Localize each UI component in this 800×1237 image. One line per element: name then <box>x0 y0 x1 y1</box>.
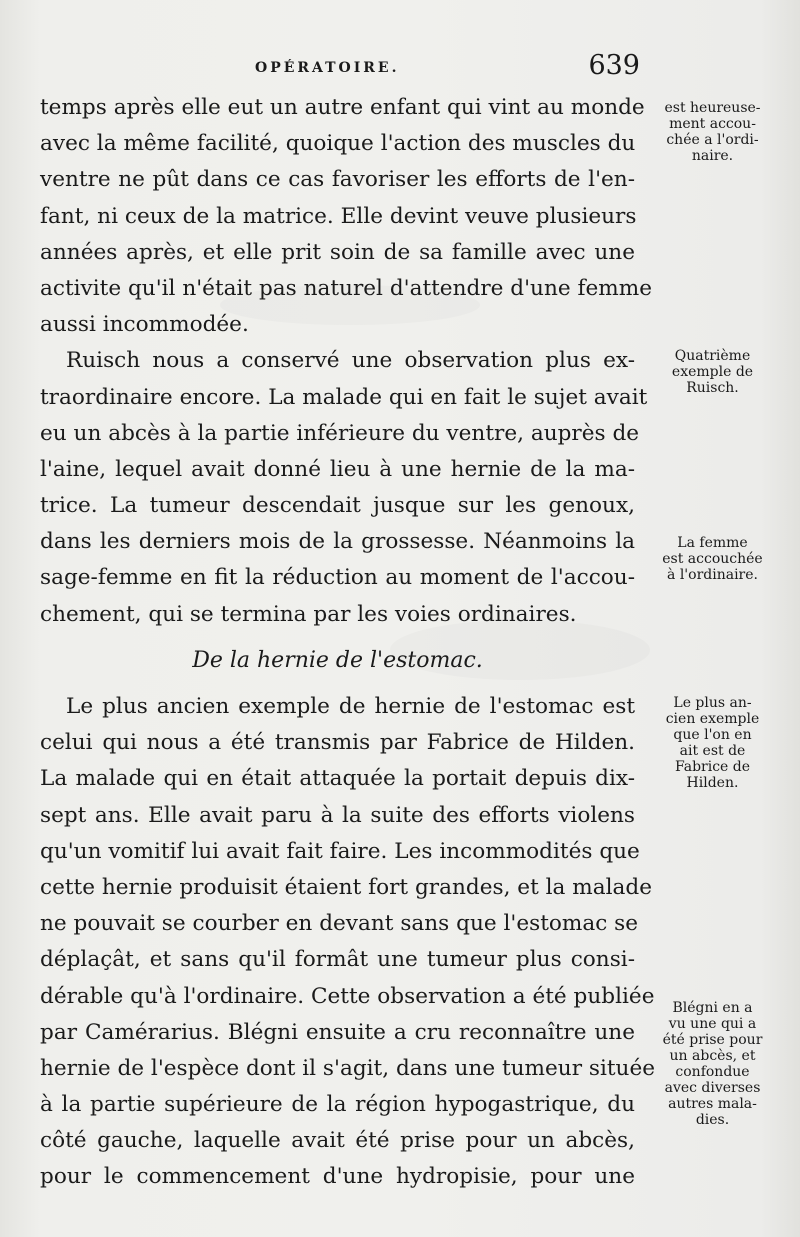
text-line: par Camérarius. Blégni ensuite a cru reconnaître une <box>40 1019 635 1045</box>
paragraph-2 <box>40 343 648 633</box>
margin-note: Blégni en a vu une qui a été prise pour un abcès, et confondue avec diverses autres mala- dies. <box>662 1000 763 1128</box>
main-text <box>40 90 656 1196</box>
paragraph-3 <box>40 689 656 1196</box>
margin-note: est heureuse- ment accou- chée a l'ordi- naire. <box>664 100 761 164</box>
text-line: ne pouvait se courber en devant sans que l'estomac se <box>40 911 639 937</box>
text-line: cette hernie produisit étaient fort grandes, et la malade <box>40 874 653 900</box>
text-line: avec la même facilité, quoique l'action des muscles du <box>40 131 636 157</box>
text-line: années après, et elle prit soin de sa famille avec une <box>40 239 635 265</box>
text-line: hernie de l'espèce dont il s'agit, dans une tumeur située <box>40 1055 656 1081</box>
text-line: dans les derniers mois de la grossesse. Néanmoins la <box>40 529 635 555</box>
section-heading: De la hernie de l'estomac. <box>192 647 483 673</box>
text-line: Le plus ancien exemple de hernie de l'estomac est <box>66 694 635 719</box>
text-line: sept ans. Elle avait paru à la suite des efforts violens <box>40 802 635 828</box>
text-line: sage-femme en fit la réduction au moment de l'accou- <box>40 565 635 591</box>
text-line: ventre ne pût dans ce cas favoriser les efforts de l'en- <box>40 167 635 193</box>
page-number: 639 <box>588 50 640 81</box>
running-header <box>40 50 640 90</box>
margin-note: La femme est accouchée à l'ordinaire. <box>662 535 763 583</box>
text-line: Ruisch nous a conservé une observation plus ex- <box>66 348 635 374</box>
text-line: dérable qu'à l'ordinaire. Cette observation a été publiée <box>40 983 655 1009</box>
text-line: activite qu'il n'était pas naturel d'attendre d'une femme <box>40 275 653 301</box>
margin-note: Le plus an- cien exemple que l'on en ait est de Fabrice de Hilden. <box>665 695 760 791</box>
text-line: celui qui nous a été transmis par Fabrice de Hilden. <box>40 730 635 756</box>
text-line: aussi incommodée. <box>40 312 249 338</box>
running-title: OPÉRATOIRE. <box>255 60 400 76</box>
text-line: déplaçât, et sans qu'il formât une tumeur plus consi- <box>40 947 635 973</box>
text-line: chement, qui se termina par les voies ordinaires. <box>40 601 577 627</box>
text-line: qu'un vomitif lui avait fait faire. Les incommodités que <box>40 838 640 864</box>
text-line: traordinaire encore. La malade qui en fait le sujet avait <box>40 384 648 410</box>
text-line: pour le commencement d'une hydropisie, pour une <box>40 1164 635 1190</box>
text-line: à la partie supérieure de la région hypogastrique, du <box>40 1092 635 1118</box>
text-line: l'aine, lequel avait donné lieu à une hernie de la ma- <box>40 456 635 482</box>
text-line: côté gauche, laquelle avait été prise pour un abcès, <box>40 1128 635 1154</box>
text-line: trice. La tumeur descendait jusque sur les genoux, <box>40 493 635 519</box>
margin-note: Quatrième exemple de Ruisch. <box>671 348 754 396</box>
text-line: temps après elle eut un autre enfant qui vint au monde <box>40 95 645 120</box>
text-line: eu un abcès à la partie inférieure du ventre, auprès de <box>40 420 640 446</box>
text-line: La malade qui en était attaquée la portait depuis dix- <box>40 766 635 792</box>
paragraph-1 <box>40 90 653 343</box>
text-line: fant, ni ceux de la matrice. Elle devint veuve plusieurs <box>40 203 637 229</box>
